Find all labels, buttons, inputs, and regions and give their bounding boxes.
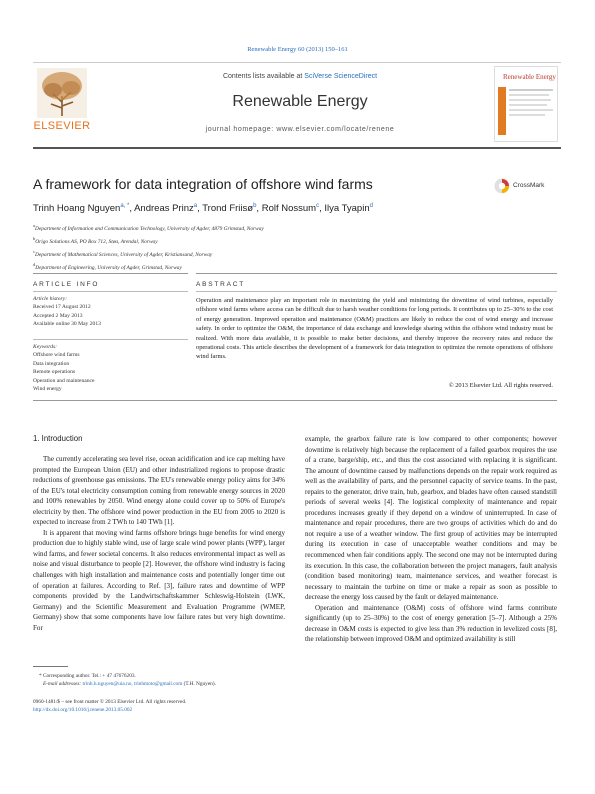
keywords-label: Keywords: [33,344,58,350]
crossmark-label: CrossMark [513,182,545,189]
abstract-copyright: © 2013 Elsevier Ltd. All rights reserved. [448,382,553,389]
affiliation-mark: d [33,262,36,267]
cover-title: Renewable Energy [503,73,556,81]
affiliation [33,234,553,247]
divider [33,339,188,340]
divider [33,273,188,274]
author-affiliation-mark[interactable]: d [369,203,373,209]
article-history [33,295,188,329]
journal-homepage[interactable]: journal homepage: www.elsevier.com/locate/renene [205,126,395,133]
issn-line: 0960-1481/$ – see front matter © 2013 Elsevier Ltd. All rights reserved. [33,699,187,705]
affiliation-mark: b [33,236,36,241]
affiliation-text: Origo Solutions AS, PO Box 712, Støa, Arendal, Norway [35,238,158,245]
affiliation [33,247,553,260]
history-accepted: Accepted 2 May 2013 [33,312,83,319]
author-name[interactable]: Trinh Hoang Nguyen [33,203,121,215]
affiliation-text: Department of Information and Communication Technology, University of Agder, 4879 Grimstad, Norway [35,225,264,232]
footnote-divider [33,666,68,667]
journal-citation[interactable]: Renewable Energy 60 (2013) 150–161 [247,46,348,53]
keyword: Operation and maintenance [33,377,95,384]
crossmark-icon [494,178,510,194]
author-separator: , [319,203,325,215]
body-paragraph: It is apparent that moving wind farms offshore brings huge benefits for wind energy production due to highly stable wind, use of large scale wind power plants (WPP), larger wind farms, and fewer societal concerns. It also reduces environmental impact as well as noise and visual disturbance to people [2]. However, the offshore wind industry is facing challenges with high installation and maintenance costs and potentially longer time out of operation at failures. According to Ref. [3], failure rates and downtime of WPP components provided by the Landwirtschaftskammer Schleswig-Holstein (LWK, Germany) and the Scientific Measurement and Evaluation Programme (WMEP, Germany) show that some components have low failure rates but very high downtime. For [33,528,285,632]
article-title: A framework for data integration of offshore wind farms [33,176,373,192]
author-name[interactable]: Rolf Nossum [261,203,317,215]
doi-link[interactable]: http://dx.doi.org/10.1016/j.renene.2013.05.002 [33,707,133,713]
divider [196,273,557,274]
body-paragraph: example, the gearbox failure rate is low compared to other components; however downtime is relatively high because the replacement of a failed gearbox requires the use of a crane, barge/ship, etc., and thus the cost associated with replacing it is significant. The amount of downtime caused by malfunctions depends on the repair work required as well as the availability of parts, and the personnel capacity of service teams. In the past, repairs to the generator, drive train, hub, gearbox, and blades have often caused standstill periods of several weeks [4]. The logistical complexity of maintenance and repair procedures increases greatly if they depend on a window of uninterrupted. In case of maintenance and repair procedures, there are two groups of activities which do and do not require a use of a weather window. The first group of activities may be interrupted during its execution in case of unacceptable weather conditions and may be recommenced when fair conditions apply. The second one may not be interrupted during its execution. In this case, the collaboration between the project managers, fault analysis (condition based monitoring) team, maintenance services, and weather forecast is necessary to maintain the turbine on time or make a repair as soon as possible to decrease the energy loss caused by the fault or delayed maintenance. [305,435,557,602]
history-received: Received 17 August 2012 [33,304,91,311]
email-note [33,680,303,688]
author-affiliation-mark[interactable]: b [253,203,257,209]
email-label: E-mail addresses: [43,681,83,687]
author-affiliation-mark[interactable]: c [316,203,320,209]
divider [33,291,188,292]
keyword: Wind energy [33,386,62,393]
divider [196,291,557,292]
body-column-left [33,454,285,633]
author-separator: , [256,203,262,215]
email-links[interactable]: trinh.h.nguyen@uia.no, trinhmoto@gmail.com [82,681,183,687]
keyword: Offshore wind farms [33,352,80,359]
email-suffix: (T.H. Nguyen). [182,681,216,687]
journal-name: Renewable Energy [232,93,368,110]
contents-availability [100,73,500,80]
crossmark-badge[interactable] [494,178,564,198]
contents-prefix: Contents lists available at [222,73,305,80]
author-affiliation-mark[interactable]: a, * [120,203,130,209]
article-info-heading: ARTICLE INFO [33,281,100,288]
abstract-text: Operation and maintenance play an important role in maximizing the yield and minimizing the downtime of wind turbines, especially offshore wind farms where access can be difficult due to harsh weather conditions for long periods. It contributes up to 25–30% to the cost of energy generation. Improved operation and maintenance (O&M) practices are likely to reduce the cost of wind energy and increase safety. In order to optimize the O&M, the importance of data exchange and knowledge sharing within the offshore wind industry must be realized. With more data available, it is possible to make better decisions, and thereby improve the recovery rates and reduce the operational costs. This article describes the development of a framework for data integration to optimize the remote operations of offshore wind farms. [196,297,553,361]
body-column-right [305,434,557,645]
keyword: Remote operations [33,369,76,376]
author-name[interactable]: Trond Friisø [202,203,254,215]
author-affiliation-mark[interactable]: a [193,203,198,209]
abstract-heading: ABSTRACT [196,281,246,288]
affiliation [33,221,553,234]
affiliation [33,260,553,273]
sciencedirect-link[interactable]: SciVerse ScienceDirect [304,73,378,80]
publication-meta [33,698,333,714]
history-label: Article history: [33,296,68,302]
body-paragraph: The currently accelerating sea level rise, ocean acidification and ice cap melting have prompted the European Union (EU) and other industrialized regions to propose drastic reductions of greenhouse gas emissions. The EU's renewable energy policy aims for 34% of the EU's total electricity consumption coming from renewable energy sources in 2020 and 100% renewables by 2050. Wind energy alone could cover up to 50% of Europe's electricity by then. The offshore wind power production in the EU from 2005 to 2020 is expected to increase from 2 TWh to 140 TWh [1]. [33,455,285,527]
author-separator: , [129,203,135,215]
section-heading-introduction: 1. Introduction [33,434,83,443]
corresponding-author-note: * Corresponding author. Tel.: + 47 47676203. [39,673,136,679]
keyword: Data integration [33,360,70,367]
author-list [33,203,553,214]
affiliation-text: Department of Mathematical Sciences, University of Agder, Kristiansand, Norway [35,251,213,258]
affiliation-text: Department of Engineering, University of Agder, Grimstad, Norway [35,264,182,271]
divider [33,400,557,401]
affiliation-list [33,221,553,273]
history-online: Available online 30 May 2013 [33,321,101,328]
elsevier-wordmark: ELSEVIER [33,120,91,132]
author-name[interactable]: Andreas Prinz [134,203,194,215]
author-name[interactable]: Ilya Tyapin [324,203,370,215]
author-separator: , [197,203,203,215]
keyword-list [33,343,188,393]
body-paragraph: Operation and maintenance (O&M) costs of offshore wind farms contribute significantly (up to 25–30%) to the cost of energy generation [5–7]. Although a 25% decrease in O&M costs is expected to give less than 3% reduction in levelized costs [8], the relationship between improved O&M and optimized availability is still [305,603,557,644]
affiliation-mark: a [33,223,35,228]
journal-cover-thumbnail [494,66,558,142]
footnotes [33,672,303,688]
affiliation-mark: c [33,249,35,254]
